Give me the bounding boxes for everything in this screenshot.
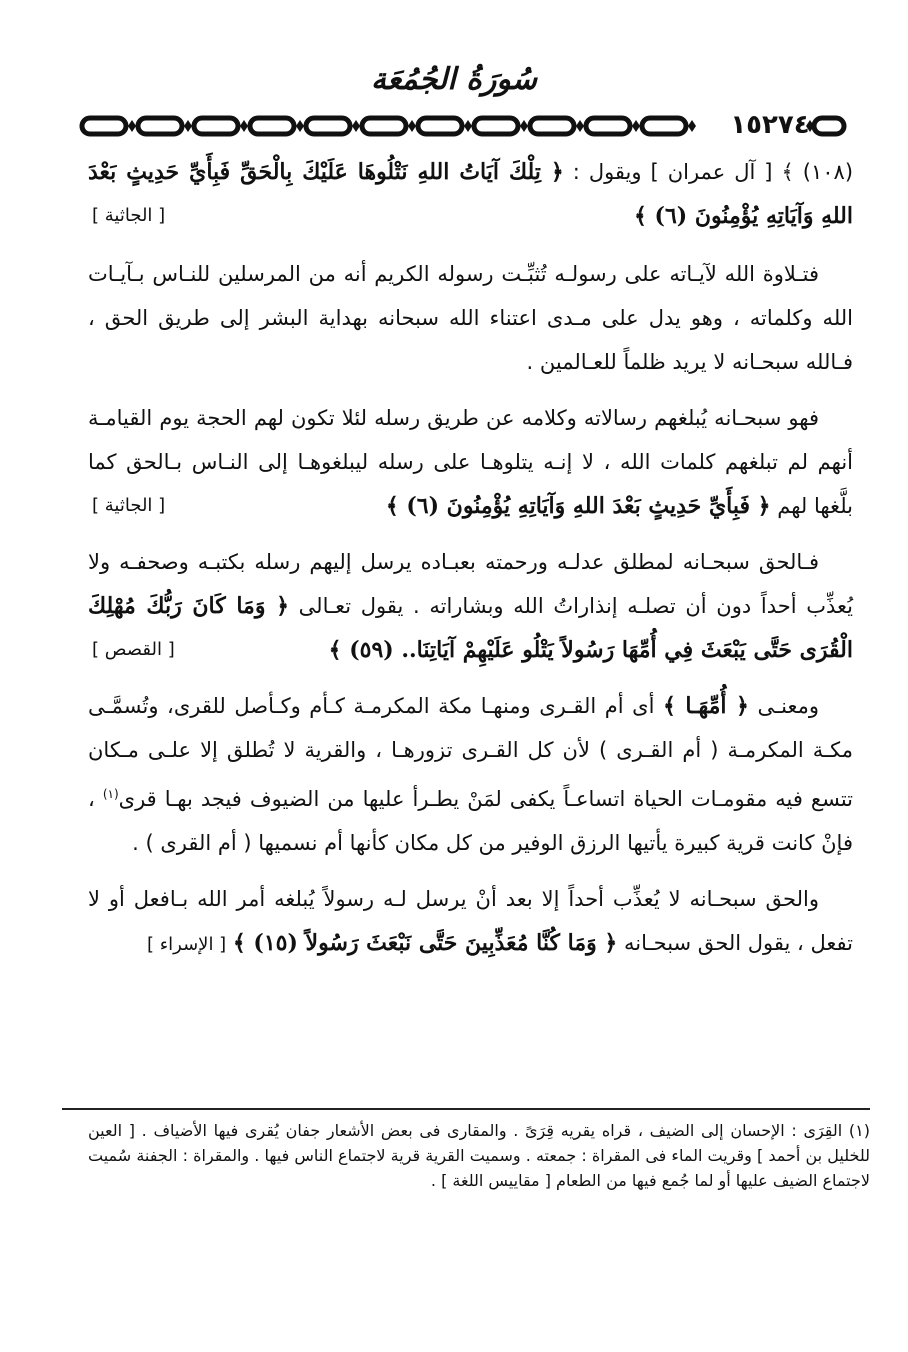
verse-reference-text: (١٠٨) ﴾ [ آل عمران ] ويقول : xyxy=(563,160,854,184)
surah-reference: [ الجاثية ] xyxy=(92,205,166,226)
paragraph-text: والحق سبحـانه لا يُعذِّب أحداً إلا بعد أنْ يرسل لـه رسولاً يُبلغه أمر الله بـافعل أو لا تفعل ، يقول الحق سبحـانه xyxy=(88,887,853,955)
paragraph-text: أى أم القـرى ومنهـا مكة المكرمـة كـأم وكـأصل للقرى، وتُسمَّـى مكـة المكرمـة ( أم القـرى ) لأن كل القـرى تزورهـا ، والقرية لا تُطلق إلا علـى مـكان تتسع فيه مقومـات الحياة اتساعـاً يكفى لمَنْ يطـرأ عليها من الضيوف فيجد بهـا قرى xyxy=(88,694,854,811)
paragraph-3 xyxy=(88,396,853,528)
paragraph-1 xyxy=(88,150,853,238)
surah-reference: [ القصص ] xyxy=(92,639,175,660)
paragraph-2: فتـلاوة الله لآيـاته على رسولـه تُثبِّـت رسوله الكريم أنه من المرسلين للنـاس بـآيـات الله وكلماته ، وهو يدل على مـدى اعتناء الله سبحانه بهداية البشر إلى طريق الحق ، فـالله سبحـانه لا يريد ظلماً للعـالمين . xyxy=(88,262,853,374)
quran-verse: ﴿ وَمَا كُنَّا مُعَذِّبِينَ حَتَّى نَبْعَثَ رَسُولاً (١٥) ﴾ xyxy=(232,930,618,956)
quran-verse: ﴿ وَمَا كَانَ رَبُّكَ مُهْلِكَ الْقُرَى حَتَّى يَبْعَثَ فِي أُمِّهَا رَسُولاً يَتْلُو عَلَيْهِمْ آيَاتِنَا.. (٥٩) ﴾ xyxy=(88,593,853,663)
footnote-marker[interactable]: (١) xyxy=(102,787,119,801)
footnote-divider xyxy=(62,1108,870,1110)
paragraph-text-continued: ، فإنْ كانت قرية كبيرة يأتيها الرزق الوفير من كل مكان كأنها أم نسميها ( أم القرى ) . xyxy=(88,787,853,855)
paragraph-lead: ومعنـى xyxy=(748,694,819,718)
paragraph-text: فـالحق سبحـانه لمطلق عدلـه ورحمته بعبـاده يرسل إليهم رسله بكتبـه وصحفـه ولا يُعذِّب أحداً دون أن تصلـه إنذاراتُ الله وبشاراته . يقول تعـالى xyxy=(88,550,854,618)
quran-verse: ﴿ تِلْكَ آيَاتُ اللهِ نَتْلُوهَا عَلَيْكَ بِالْحَقِّ فَبِأَيِّ حَدِيثٍ بَعْدَ اللهِ وَآيَاتِهِ يُؤْمِنُونَ (٦) ﴾ xyxy=(88,159,853,229)
surah-title: سُورَةُ الجُمُعَة xyxy=(370,62,538,97)
quran-verse: ﴿ فَبِأَيِّ حَدِيثٍ بَعْدَ اللهِ وَآيَاتِهِ يُؤْمِنُونَ (٦) ﴾ xyxy=(385,493,771,519)
surah-reference: [ الإسراء ] xyxy=(146,934,227,955)
surah-reference: [ الجاثية ] xyxy=(92,495,166,516)
paragraph-text: فهو سبحـانه يُبلغهم رسالاته وكلامه عن طريق رسله لئلا تكون لهم الحجة يوم القيامـة أنهم لم تبلغهم كلمات الله ، لا إنـه يتلوهـا على رسله ليبلغوهـا إلى النـاس بـالحق كما بلَّغها لهم xyxy=(88,406,853,518)
quran-word: ﴿ أُمِّهَـا ﴾ xyxy=(662,693,749,719)
paragraph-4 xyxy=(88,540,853,672)
footnote: (١) القِرَى : الإحسان إلى الضيف ، قراه يقريه قِرَىً . والمقارى فى بعض الأشعار جفان يُقرى فيها الأضياف . [ العين للخليل بن أحمد ] وقريت الماء فى المقراة : جمعته . وسميت القرية قرية لاجتماع الناس فيها . والمقراة : الجفنة سُميت لاجتماع الضيف عليها أو لما جُمع فيها من الطعام [ مقاييس اللغة ] . xyxy=(88,1121,870,1190)
paragraph-6 xyxy=(88,877,853,967)
page-number: ١٥٢٧٤ xyxy=(730,110,810,140)
page-body xyxy=(88,150,853,979)
paragraph-5 xyxy=(88,684,853,865)
